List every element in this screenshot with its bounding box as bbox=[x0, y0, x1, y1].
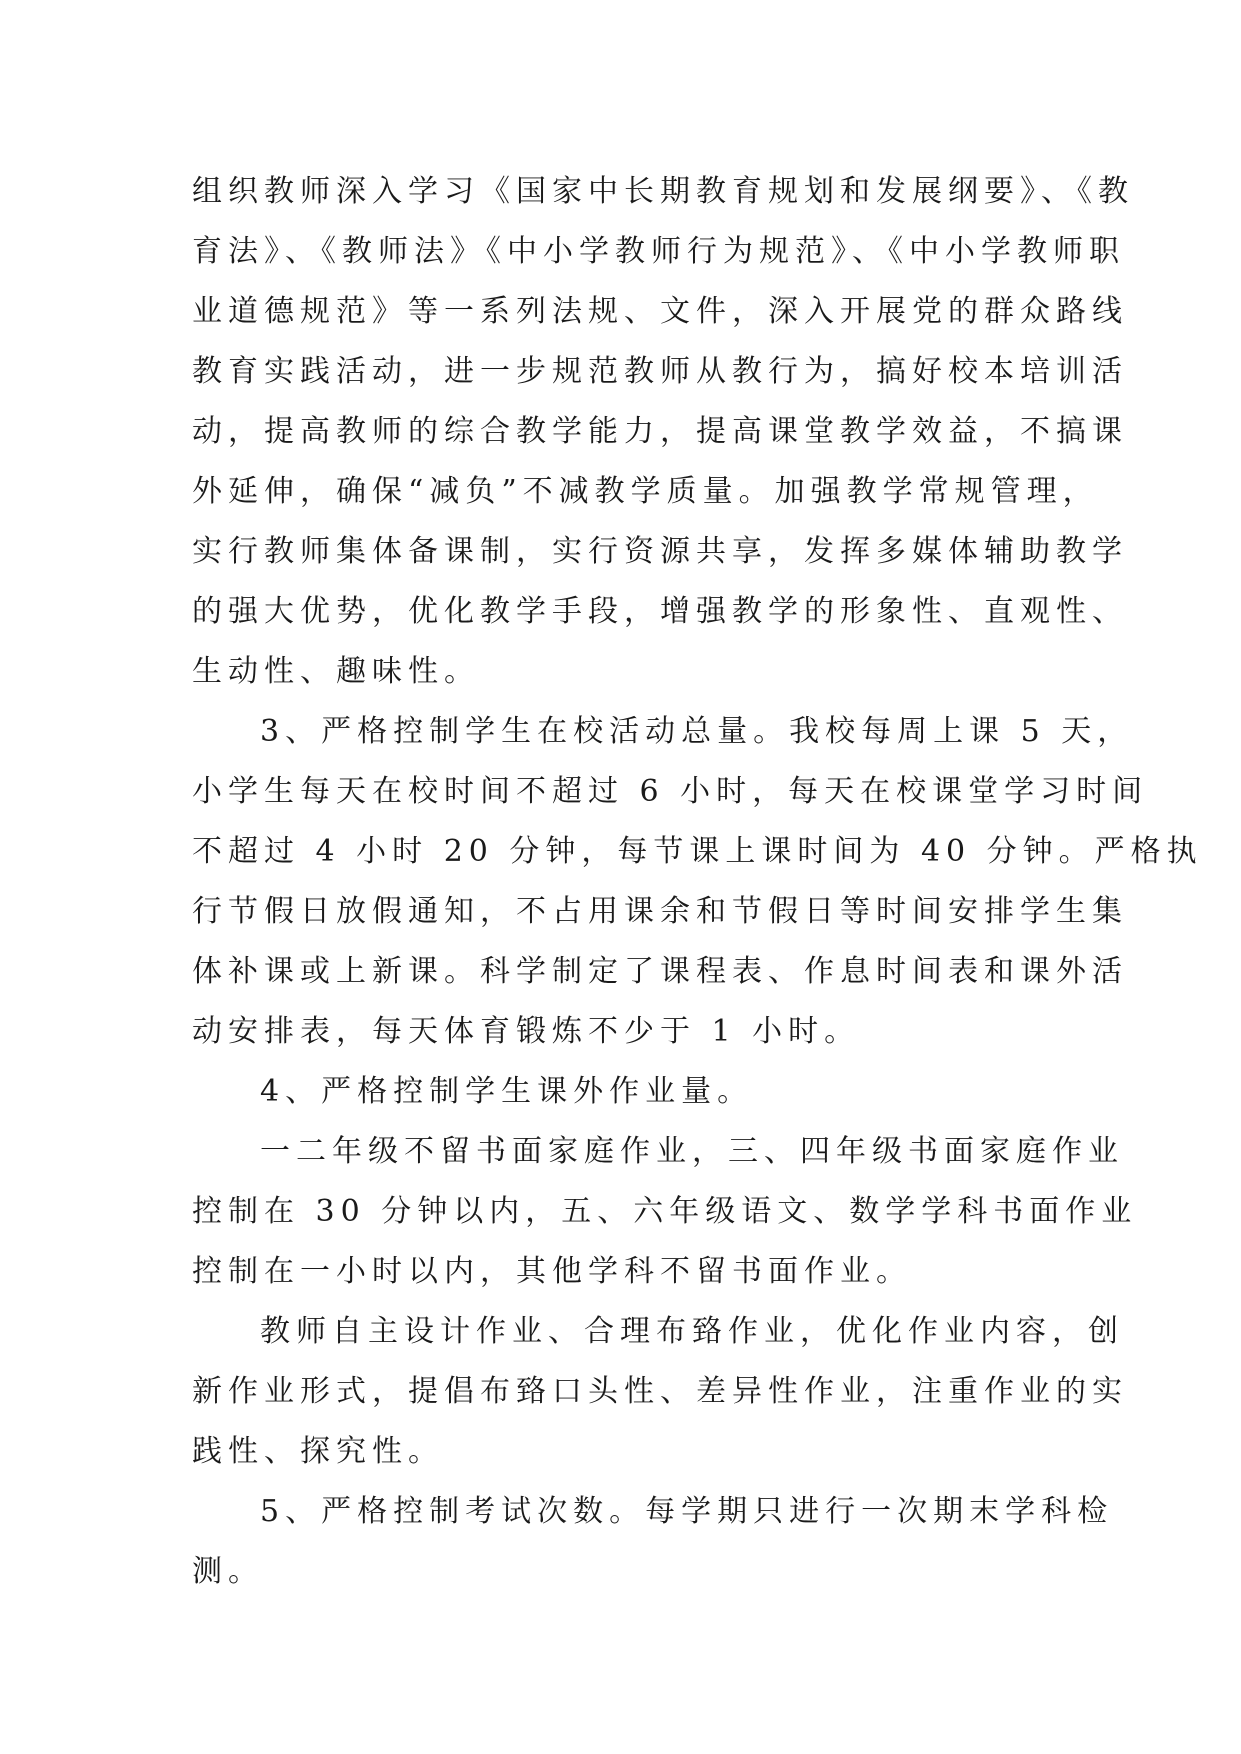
text-line: 控制在一小时以内，其他学科不留书面作业。 bbox=[192, 1254, 912, 1289]
text-line: 的强大优势，优化教学手段，增强教学的形象性、直观性、 bbox=[192, 594, 1128, 629]
text-line: 组织教师深入学习《国家中长期教育规划和发展纲要》、《教 bbox=[192, 174, 1134, 209]
text-line: 教育实践活动，进一步规范教师从教行为，搞好校本培训活 bbox=[192, 354, 1128, 389]
text-line: 体补课或上新课。科学制定了课程表、作息时间表和课外活 bbox=[192, 954, 1128, 989]
text-line: 践性、探究性。 bbox=[192, 1434, 444, 1469]
text-line: 育法》、《教师法》《中小学教师行为规范》、《中小学教师职 bbox=[192, 234, 1125, 269]
paragraph-start: 一二年级不留书面家庭作业，三、四年级书面家庭作业 bbox=[260, 1134, 1124, 1169]
text-line: 生动性、趣味性。 bbox=[192, 654, 480, 689]
text-line: 新作业形式，提倡布臵口头性、差异性作业，注重作业的实 bbox=[192, 1374, 1128, 1409]
section-heading: 4、严格控制学生课外作业量。 bbox=[260, 1074, 754, 1109]
text-line: 实行教师集体备课制，实行资源共享，发挥多媒体辅助教学 bbox=[192, 534, 1128, 569]
text-line: 动，提高教师的综合教学能力，提高课堂教学效益，不搞课 bbox=[192, 414, 1128, 449]
text-line: 测。 bbox=[192, 1554, 264, 1589]
paragraph-start: 教师自主设计作业、合理布臵作业，优化作业内容，创 bbox=[260, 1314, 1124, 1349]
text-line: 动安排表，每天体育锻炼不少于 1 小时。 bbox=[192, 1014, 861, 1049]
section-heading: 5、严格控制考试次数。每学期只进行一次期末学科检 bbox=[260, 1494, 1114, 1529]
text-line: 业道德规范》等一系列法规、文件，深入开展党的群众路线 bbox=[192, 294, 1128, 329]
body-text bbox=[192, 162, 1203, 1602]
text-line: 控制在 30 分钟以内，五、六年级语文、数学学科书面作业 bbox=[192, 1194, 1138, 1229]
text-line: 行节假日放假通知，不占用课余和节假日等时间安排学生集 bbox=[192, 894, 1128, 929]
text-line: 外延伸，确保“减负”不减教学质量。加强教学常规管理， bbox=[192, 474, 1099, 509]
section-heading: 3、严格控制学生在校活动总量。我校每周上课 5 天， bbox=[260, 714, 1134, 749]
text-line: 不超过 4 小时 20 分钟，每节课上课时间为 40 分钟。严格执 bbox=[192, 834, 1203, 869]
text-line: 小学生每天在校时间不超过 6 小时，每天在校课堂学习时间 bbox=[192, 774, 1149, 809]
